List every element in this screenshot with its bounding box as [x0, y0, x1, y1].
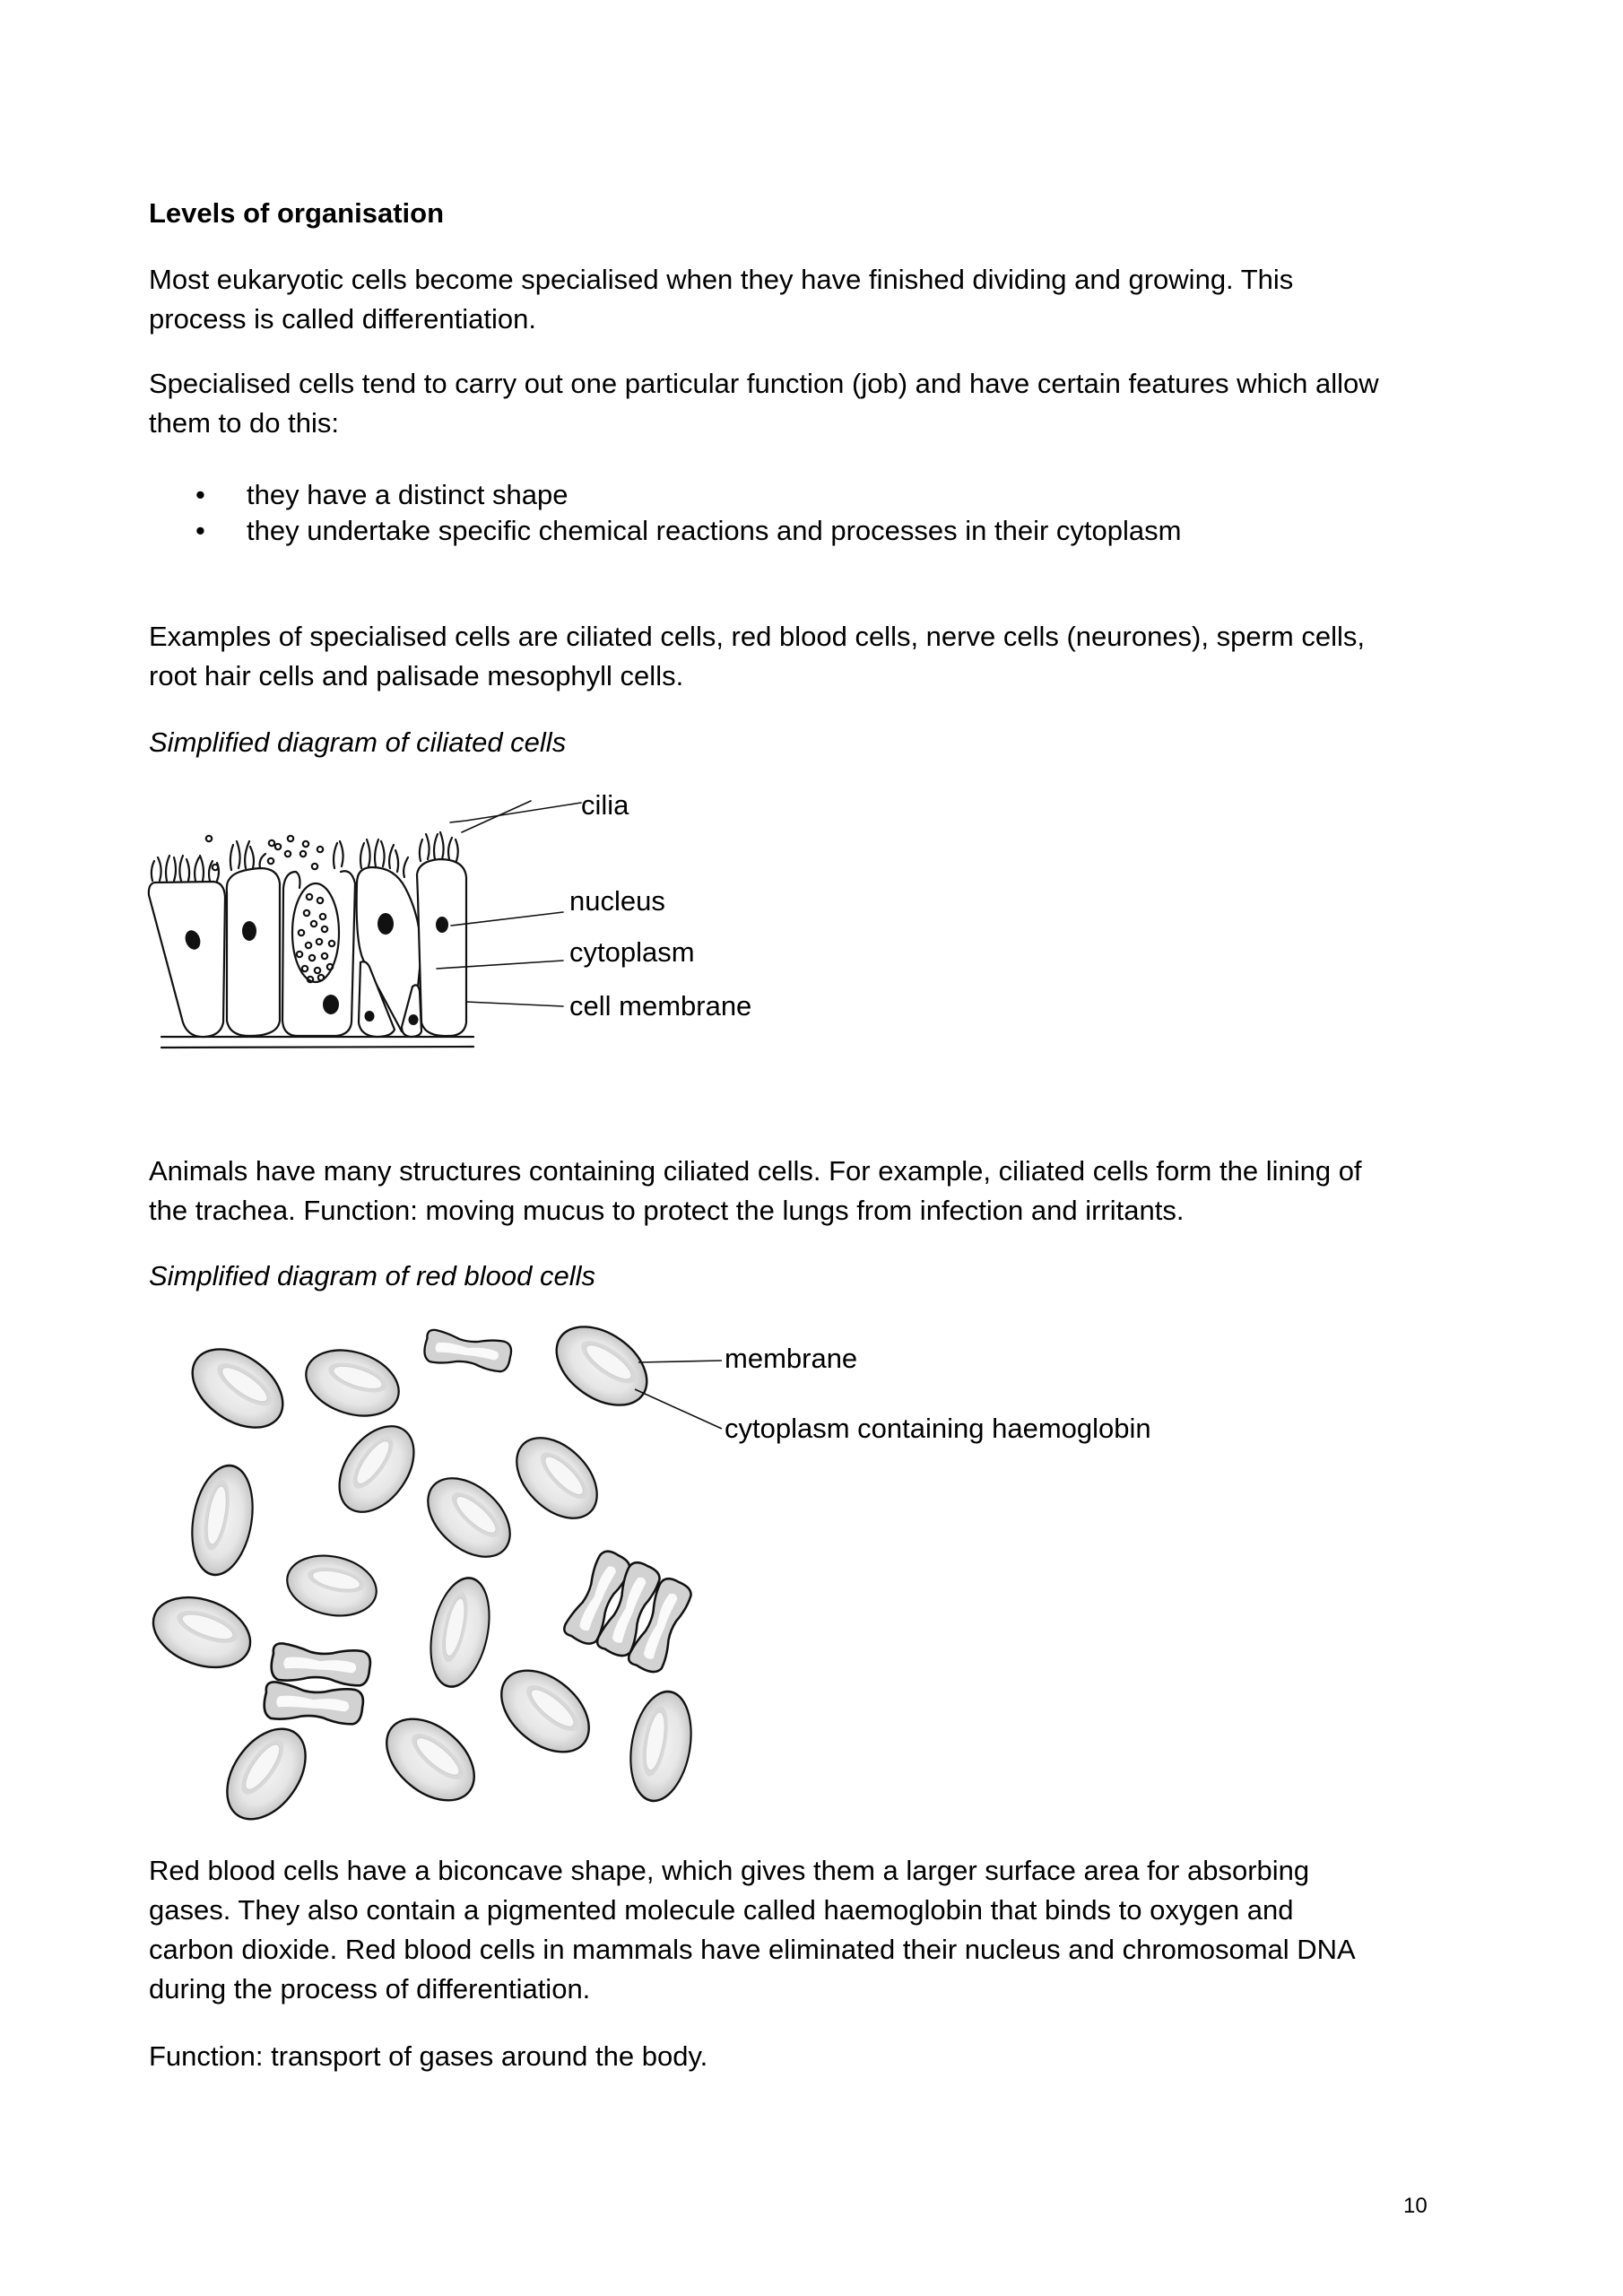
page-number: 10 [1403, 2194, 1428, 2218]
paragraph-line: Most eukaryotic cells become specialised when they have finished dividing and growing. This [149, 264, 1294, 295]
bullet-icon: • [195, 479, 205, 510]
figure-caption-red-blood-cells: Simplified diagram of red blood cells [149, 1260, 595, 1292]
paragraph-line: them to do this: [149, 407, 339, 439]
paragraph-rbc-function: Function: transport of gases around the body. [149, 2040, 708, 2072]
label-cytoplasm-haemoglobin: cytoplasm containing haemoglobin [725, 1413, 1151, 1444]
list-item-text: they undertake specific chemical reactions and processes in their cytoplasm [247, 515, 1182, 546]
list-item-text: they have a distinct shape [247, 479, 568, 510]
figure-caption-ciliated: Simplified diagram of ciliated cells [149, 726, 567, 758]
paragraph-line: Animals have many structures containing ciliated cells. For example, ciliated cells form the lining of [149, 1155, 1362, 1187]
label-cell-membrane: cell membrane [569, 990, 752, 1022]
section-heading: Levels of organisation [149, 197, 445, 229]
paragraph-line: process is called differentiation. [149, 303, 536, 335]
label-cilia: cilia [581, 789, 629, 821]
paragraph-line: carbon dioxide. Red blood cells in mammals have eliminated their nucleus and chromosomal DNA [149, 1934, 1356, 1965]
label-nucleus: nucleus [569, 885, 665, 917]
paragraph-line: Red blood cells have a biconcave shape, which gives them a larger surface area for absorbing [149, 1855, 1310, 1886]
paragraph-line: root hair cells and palisade mesophyll cells. [149, 660, 684, 691]
paragraph-line: gases. They also contain a pigmented molecule called haemoglobin that binds to oxygen and [149, 1894, 1294, 1926]
paragraph-line: the trachea. Function: moving mucus to protect the lungs from infection and irritants. [149, 1195, 1185, 1226]
label-membrane: membrane [725, 1343, 858, 1374]
paragraph-line: Specialised cells tend to carry out one particular function (job) and have certain features which allow [149, 368, 1379, 399]
bullet-icon: • [195, 515, 205, 546]
label-cytoplasm: cytoplasm [569, 936, 695, 968]
paragraph-line: Examples of specialised cells are ciliated cells, red blood cells, nerve cells (neurones), sperm cells, [149, 621, 1365, 652]
paragraph-line: during the process of differentiation. [149, 1973, 591, 2005]
